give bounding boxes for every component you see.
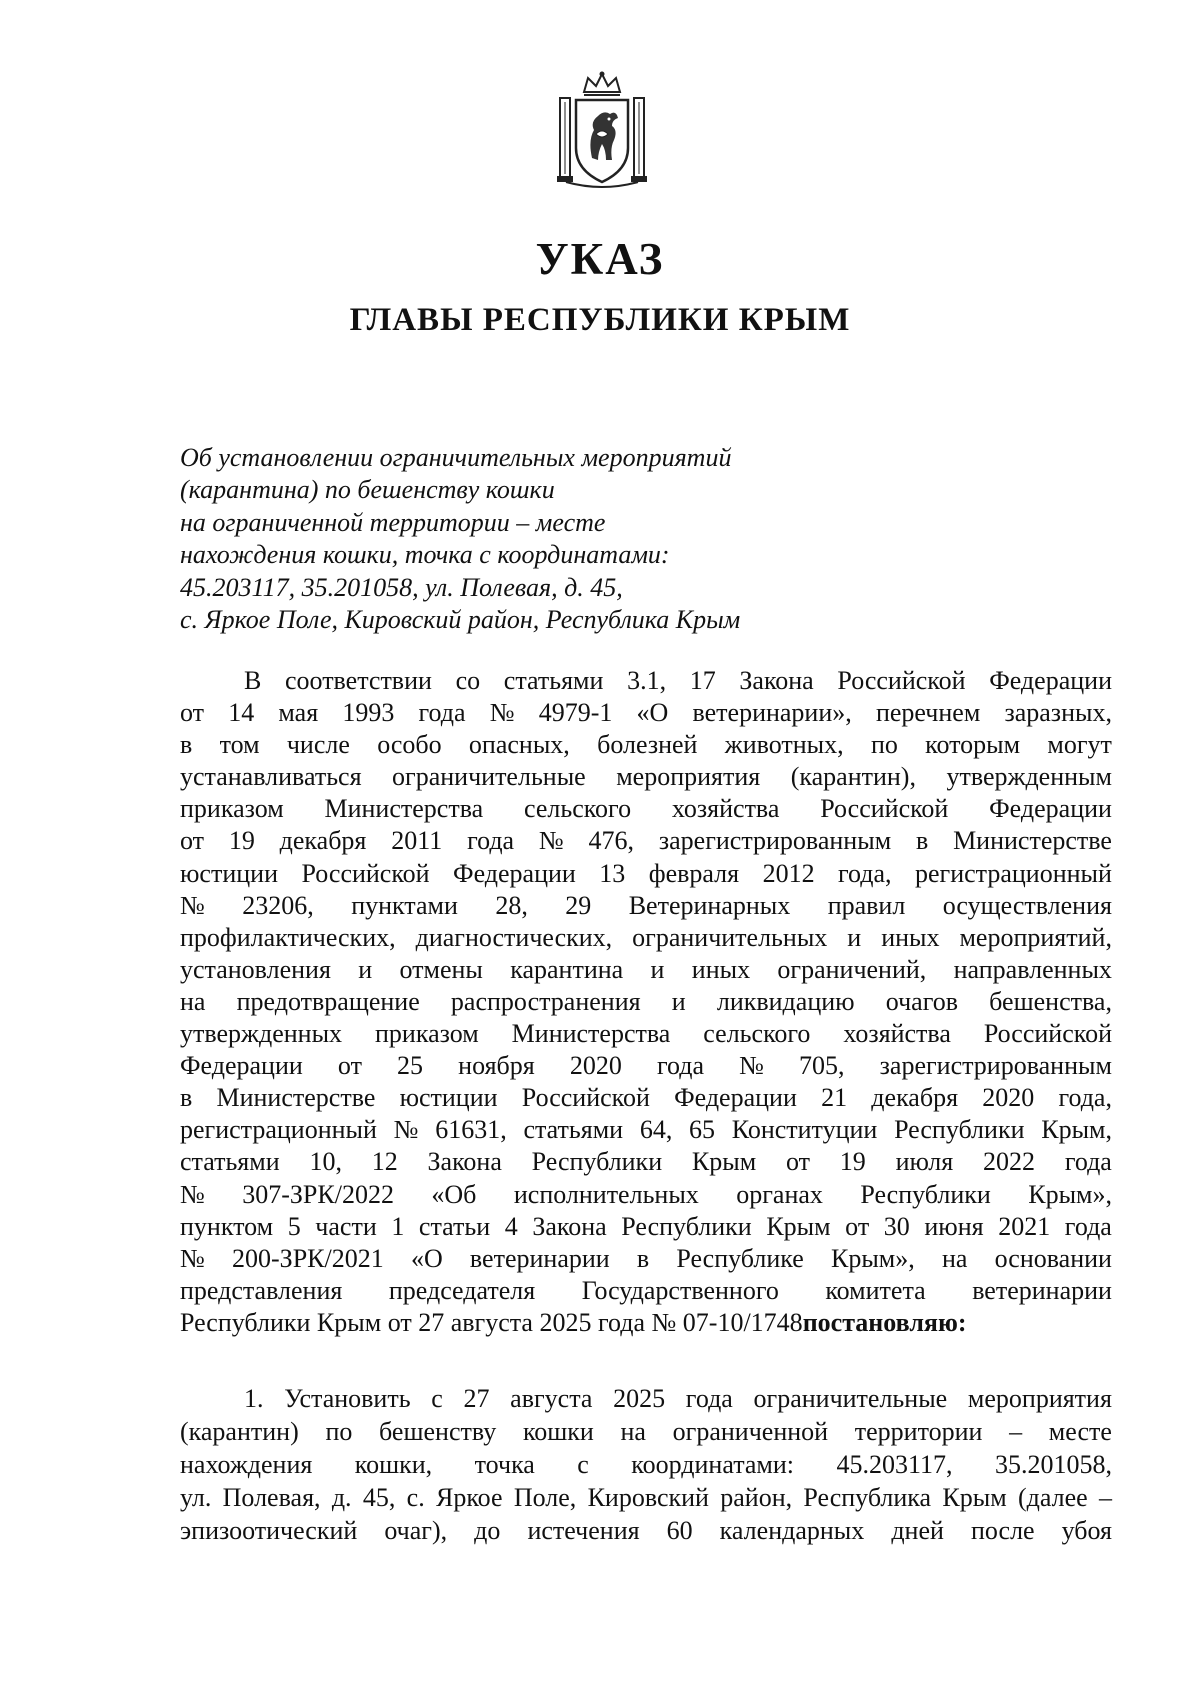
subject-line: 45.203117, 35.201058, ул. Полевая, д. 45, <box>180 572 623 602</box>
subject-line: с. Яркое Поле, Кировский район, Республика Крым <box>180 605 741 635</box>
text-line-content: Республики Крым от 27 августа 2025 года № 07-10/1748 <box>180 1307 803 1337</box>
text-line: статьями 10, 12 Закона Республики Крым от 19 июля 2022 года <box>180 1147 1112 1177</box>
text-line <box>180 1307 1112 1339</box>
decree-subject <box>180 442 880 636</box>
text-line: № 200-ЗРК/2021 «О ветеринарии в Республике Крым», на основании <box>180 1243 1112 1273</box>
document-subtitle: ГЛАВЫ РЕСПУБЛИКИ КРЫМ <box>349 302 851 338</box>
subject-line: на ограниченной территории – месте <box>180 507 606 537</box>
text-line: профилактических, диагностических, ограничительных и иных мероприятий, <box>180 922 1112 952</box>
text-line: в том числе особо опасных, болезней животных, по которым могут <box>180 730 1112 760</box>
text-line: от 19 декабря 2011 года № 476, зарегистрированным в Министерстве <box>180 826 1112 856</box>
text-line: ул. Полевая, д. 45, с. Яркое Поле, Кировский район, Республика Крым (далее – <box>180 1483 1112 1512</box>
text-line: установления и отмены карантина и иных ограничений, направленных <box>180 954 1112 984</box>
text-line: (карантин) по бешенству кошки на ограниченной территории – месте <box>180 1417 1112 1446</box>
text-line: утвержденных приказом Министерства сельского хозяйства Российской <box>180 1019 1112 1049</box>
text-line: В соответствии со статьями 3.1, 17 Закона Российской Федерации <box>244 666 1112 695</box>
text-line: пунктом 5 части 1 статьи 4 Закона Республики Крым от 30 июня 2021 года <box>180 1211 1112 1241</box>
text-line: нахождения кошки, точка с координатами: 45.203117, 35.201058, <box>180 1450 1112 1479</box>
subject-line: Об установлении ограничительных мероприятий <box>180 443 732 472</box>
text-line: № 23206, пунктами 28, 29 Ветеринарных правил осуществления <box>180 890 1112 920</box>
text-line: приказом Министерства сельского хозяйства Российской Федерации <box>180 794 1112 824</box>
text-line: регистрационный № 61631, статьями 64, 65 Конституции Республики Крым, <box>180 1115 1112 1145</box>
decree-word: постановляю: <box>802 1307 967 1337</box>
text-line: в Министерстве юстиции Российской Федерации 21 декабря 2020 года, <box>180 1083 1112 1113</box>
text-line: представления председателя Государственного комитета ветеринарии <box>180 1275 1112 1305</box>
text-line: на предотвращение распространения и ликвидацию очагов бешенства, <box>180 986 1112 1016</box>
text-line: юстиции Российской Федерации 13 февраля 2012 года, регистрационный <box>180 858 1112 888</box>
text-line: № 307-ЗРК/2022 «Об исполнительных органах Республики Крым», <box>180 1179 1112 1209</box>
text-line: 1. Установить с 27 августа 2025 года ограничительные мероприятия <box>244 1384 1112 1413</box>
subject-line: (карантина) по бешенству кошки <box>180 475 555 505</box>
paragraph-item-1 <box>180 1382 1112 1547</box>
crimea-coat-of-arms-icon <box>552 70 652 190</box>
text-line: эпизоотический очаг), до истечения 60 календарных дней после убоя <box>180 1516 1112 1545</box>
preamble-paragraph <box>180 665 1112 1339</box>
text-line: устанавливаться ограничительные мероприятия (карантин), утвержденным <box>180 762 1112 792</box>
text-line: от 14 мая 1993 года № 4979-1 «О ветеринарии», перечнем заразных, <box>180 698 1112 728</box>
subject-line: нахождения кошки, точка с координатами: <box>180 540 670 570</box>
document-title: УКАЗ <box>535 234 665 284</box>
text-line: Федерации от 25 ноября 2020 года № 705, зарегистрированным <box>180 1051 1112 1081</box>
